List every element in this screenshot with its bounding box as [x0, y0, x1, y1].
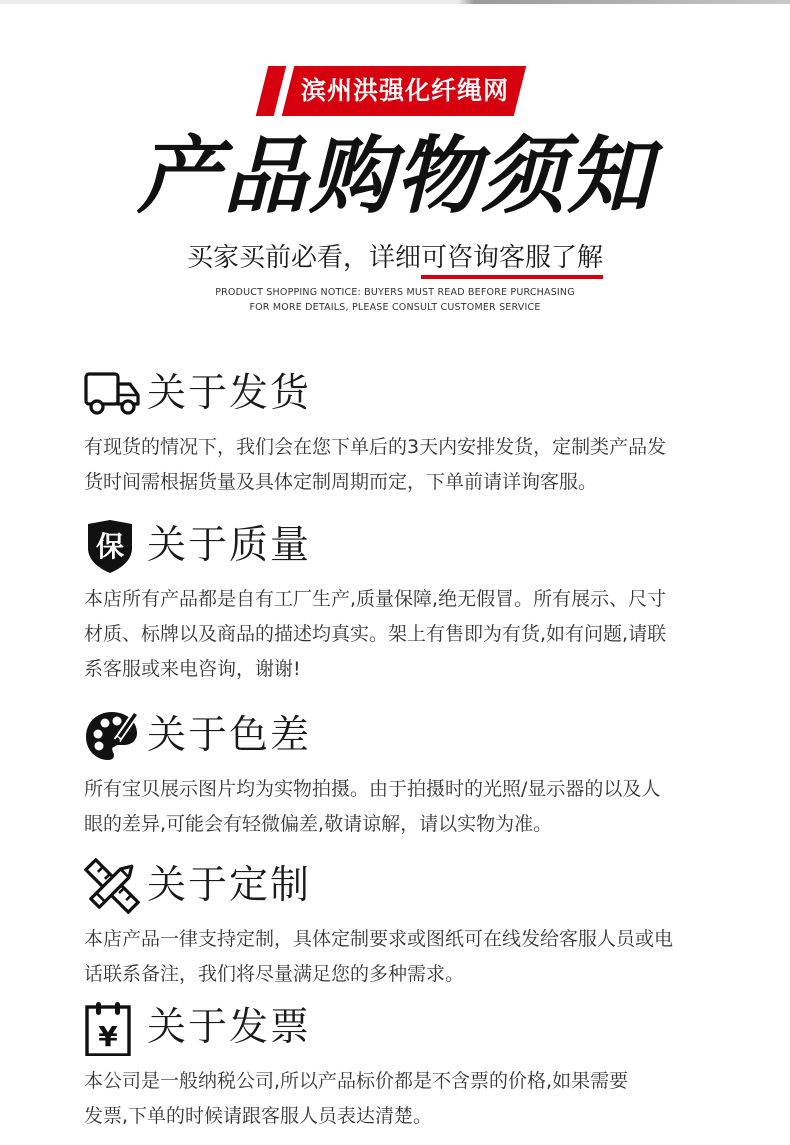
section-title: 关于发票 [147, 1005, 312, 1050]
section-body [84, 772, 714, 842]
body-line: 本店所有产品都是自有工厂生产,质量保障,绝无假冒。所有展示、尺寸 [84, 588, 667, 610]
banner-accent-stripe [256, 66, 286, 116]
body-line: 本店产品一律支持定制，具体定制要求或图纸可在线发给客服人员或电 [84, 928, 674, 950]
section-customization [84, 858, 724, 992]
subtitle-highlight: 可咨询客服了解 [421, 243, 603, 279]
body-line: 系客服或来电咨询，谢谢! [84, 658, 301, 680]
section-title: 关于色差 [147, 713, 312, 758]
shop-name-banner [262, 66, 528, 116]
yuan-symbol: ¥ [98, 1020, 118, 1053]
english-notice-line-2: FOR MORE DETAILS, PLEASE CONSULT CUSTOMER SERVICE [249, 302, 541, 313]
english-notice-line-1: PRODUCT SHOPPING NOTICE: BUYERS MUST READ BEFORE PURCHASING [215, 287, 575, 298]
section-body [84, 430, 714, 500]
page-title: 产品购物须知 [136, 127, 653, 225]
body-line: 话联系备注，我们将尽量满足您的多种需求。 [84, 963, 465, 985]
body-line: 所有宝贝展示图片均为实物拍摄。由于拍摄时的光照/显示器的以及人 [84, 778, 661, 800]
section-body [84, 922, 714, 992]
body-line: 有现货的情况下，我们会在您下单后的3天内安排发货，定制类产品发 [84, 436, 667, 458]
section-body [84, 1064, 714, 1134]
top-divider-line [0, 0, 790, 4]
invoice-icon [84, 1000, 140, 1056]
body-line: 本公司是一般纳税公司,所以产品标价都是不含票的价格,如果需要 [84, 1070, 629, 1092]
section-color-difference [84, 708, 724, 842]
section-title: 关于质量 [147, 523, 312, 568]
ruler-pencil-icon [84, 858, 140, 914]
shield-badge-text: 保 [95, 530, 125, 563]
delivery-truck-icon [84, 366, 140, 422]
body-line: 眼的差异,可能会有轻微偏差,敬请谅解，请以实物为准。 [84, 813, 553, 835]
section-quality [84, 518, 724, 687]
body-line: 货时间需根据货量及具体定制周期而定，下单前请详询客服。 [84, 471, 598, 493]
subtitle [0, 238, 790, 278]
section-shipping [84, 366, 724, 500]
palette-icon [84, 708, 140, 764]
section-title: 关于发货 [147, 371, 312, 416]
section-title: 关于定制 [147, 863, 312, 908]
section-body [84, 582, 714, 687]
body-line: 材质、标牌以及商品的描述均真实。架上有售即为有货,如有问题,请联 [84, 623, 667, 645]
english-notice [0, 285, 790, 315]
guarantee-shield-icon [84, 518, 140, 574]
section-invoice [84, 1000, 724, 1134]
shop-name: 滨州洪强化纤绳网 [300, 76, 509, 105]
body-line: 发票,下单的时候请跟客服人员表达清楚。 [84, 1105, 433, 1127]
subtitle-text: 买家买前必看，详细 [186, 243, 421, 273]
